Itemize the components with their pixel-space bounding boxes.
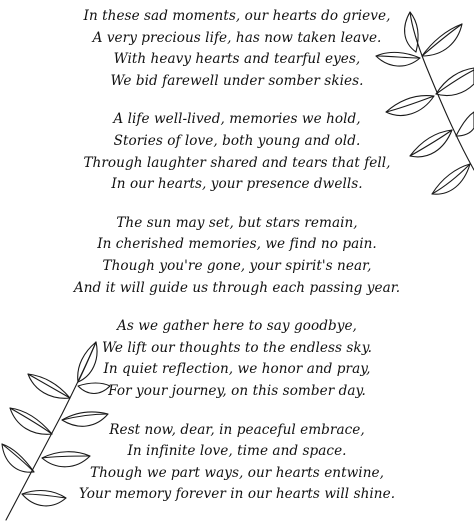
leaf-sprig-icon [374, 8, 474, 208]
poem-line: Though we part ways, our hearts entwine, [90, 464, 384, 481]
poem-line: Stories of love, both young and old. [113, 132, 361, 149]
poem-line: Your memory forever in our hearts will shine. [78, 486, 396, 503]
poem-line: A life well-lived, memories we hold, [113, 111, 361, 128]
poem-line: The sun may set, but stars remain, [116, 214, 358, 231]
poem-line: Rest now, dear, in peaceful embrace, [109, 421, 365, 438]
poem-line: With heavy hearts and tearful eyes, [113, 51, 361, 68]
poem-line: As we gather here to say goodbye, [117, 318, 357, 335]
poem-line: In our hearts, your presence dwells. [111, 176, 363, 193]
poem-line: In these sad moments, our hearts do grieve, [83, 8, 391, 24]
poem-line: For your journey, on this somber day. [108, 382, 366, 399]
poem-line: Through laughter shared and tears that fell, [83, 154, 391, 171]
leaf-sprig-icon [0, 336, 112, 521]
poem-line: We bid farewell under somber skies. [110, 72, 364, 89]
poem-line: In quiet reflection, we honor and pray, [103, 361, 371, 378]
stanza-3 [0, 213, 474, 299]
poem-line: Though you're gone, your spirit's near, [102, 257, 372, 274]
poem-line: And it will guide us through each passing year. [73, 279, 401, 296]
poem-line: We lift our thoughts to the endless sky. [102, 339, 372, 356]
poem-line: A very precious life, has now taken leave. [92, 29, 382, 46]
poem-line: In infinite love, time and space. [127, 443, 347, 460]
poem-line: In cherished memories, we find no pain. [97, 236, 377, 253]
